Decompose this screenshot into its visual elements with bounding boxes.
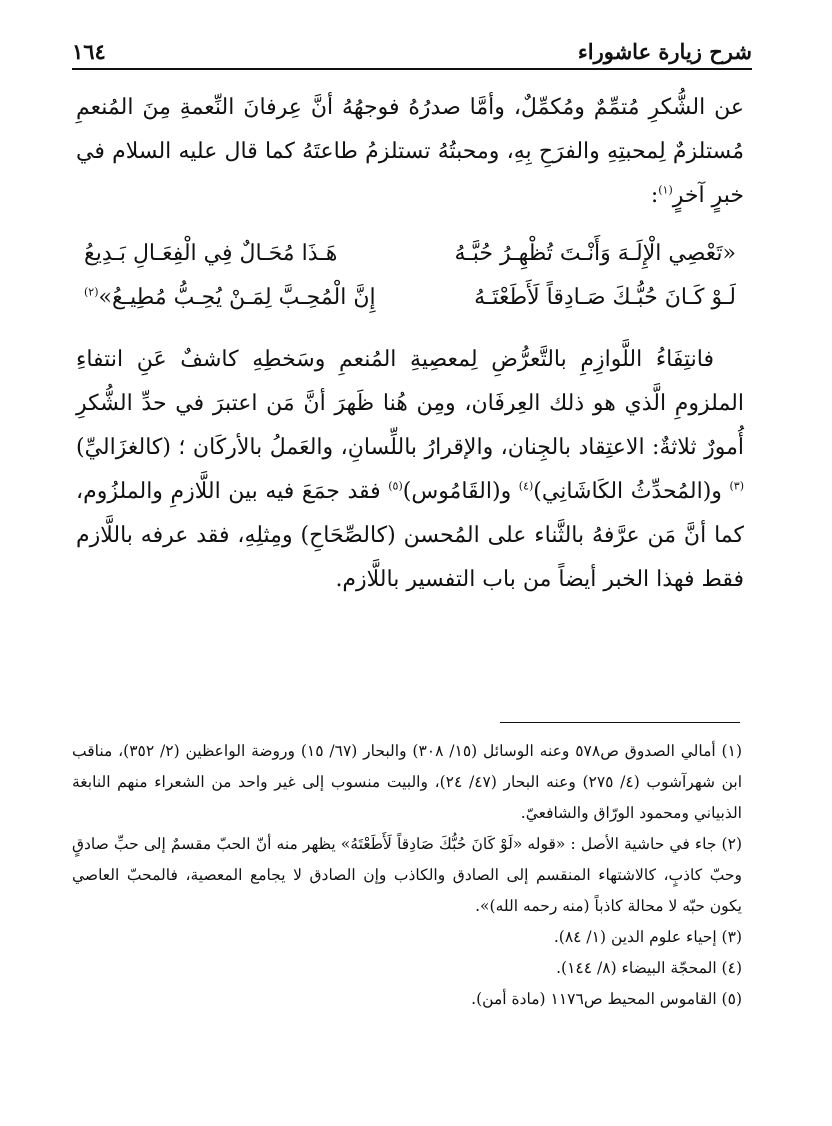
- verse-second-hemistich: هَـذَا مُحَـالٌ فِي الْفِعَـالِ بَـدِيعُ: [84, 241, 338, 266]
- paragraph-2: فانتِفَاءُ اللَّوازِمِ بالتَّعرُّضِ لِمعصِيةِ المُنعمِ وسَخطِهِ كاشفٌ عَنِ انتفاءِ الملزومِ الَّذي هو ذلك العِرفَان، ومِن هُنا ظَهرَ أنَّ مَن اعتبرَ في حدِّ الشُّكرِ أُمورٌ ثلاثةٌ: الاعتِقاد بالجِنان، والإقرارُ باللِّسانِ، والعَملُ بالأركَان ؛ (كالغزَاليِّ)$^{(٣)}$ و(المُحدِّثُ الكَاشَانِي)$^{(٤)}$ و(القَامُوس)$^{(٥)}$ فقد جمَعَ فيه بين اللَّازمِ والملزُوم، كما أنَّ مَن عرَّفهُ بالثَّناء على المُحسن (كالصِّحَاحِ) ومِثلِهِ، فقد عرفه باللَّازم فقط فهذا الخبر أيضاً من باب التفسير باللَّازم.: [76, 347, 744, 592]
- running-title: شرح زيارة عاشوراء: [577, 39, 752, 64]
- page-header: [72, 30, 752, 70]
- footnote-4: (٤) المحجّة البيضاء (٨/ ١٤٤).: [556, 959, 742, 977]
- footnote-ref-2[interactable]: (٢): [84, 285, 99, 299]
- footnote-2: (٢) جاء في حاشية الأصل : «قوله «لَوْ كَانَ حُبُّكَ صَادِقاً لَأَطَعْتَهُ» يظهر منه أنّ الحبّ مقسمٌ إلى حبِّ صادقٍ وحبّ كاذبٍ، كالاشتهاء المنقسم إلى الصادق والكاذب وإن الصادق لا يجامع المعصية، فالمحبّ العاصي يكون حبّه لا محالة كاذباً (منه رحمه الله)».: [72, 835, 742, 915]
- verse-first-hemistich: لَـوْ كَـانَ حُبُّـكَ صَـادِقاً لَأَطَعْتَـهُ: [474, 285, 736, 310]
- footnote-separator: [500, 722, 740, 723]
- paragraph-1: عن الشُّكرِ مُتمِّمٌ ومُكمِّلٌ، وأمَّا صدرُهُ فوجهُهُ أنَّ عِرفانَ النِّعمةِ مِنَ المُنعمِ مُستلزمٌ لِمحبتِهِ والفرَحِ بِهِ، ومحبتُهُ تستلزمُ طاعتَهُ كما قال عليه السلام في خبرٍ آخرٍ$^{(١)}$:: [76, 95, 744, 208]
- footnote-5: (٥) القاموس المحيط ص١١٧٦ (مادة أمن).: [471, 990, 742, 1008]
- footnote-ref-5[interactable]: (٥): [388, 479, 403, 493]
- poem: [84, 232, 736, 320]
- footnote-1: (١) أمالي الصدوق ص٥٧٨ وعنه الوسائل (١٥/ ٣٠٨) والبحار (٦٧/ ١٥) وروضة الواعظين (٢/ ٣٥٢)، مناقب ابن شهرآشوب (٤/ ٢٧٥) وعنه البحار (٤٧/ ٢٤)، والبيت منسوب إلى غير واحد من الشعراء منهم النابغة الذبياني ومحمود الورّاق والشافعيّ.: [72, 742, 743, 822]
- footnote-ref-3[interactable]: (٣): [729, 479, 744, 493]
- verse-second-hemistich: إِنَّ الْمُحِـبَّ لِمَـنْ يُحِـبُّ مُطِيـعُ»$^{(٢)}$: [84, 285, 376, 310]
- page-number: ١٦٤: [72, 39, 106, 64]
- verse-first-hemistich: «تَعْصِي الْإِلَـهَ وَأَنْـتَ تُظْهِـرُ حُبَّـهُ: [454, 241, 736, 266]
- footnote-ref-1[interactable]: (١): [658, 183, 673, 197]
- footnotes: [72, 736, 742, 1015]
- footnote-3: (٣) إحياء علوم الدين (١/ ٨٤).: [553, 928, 742, 946]
- poem-verse: [84, 276, 736, 320]
- poem-verse: [84, 232, 736, 276]
- footnote-ref-4[interactable]: (٤): [518, 479, 534, 493]
- main-text: [76, 86, 744, 602]
